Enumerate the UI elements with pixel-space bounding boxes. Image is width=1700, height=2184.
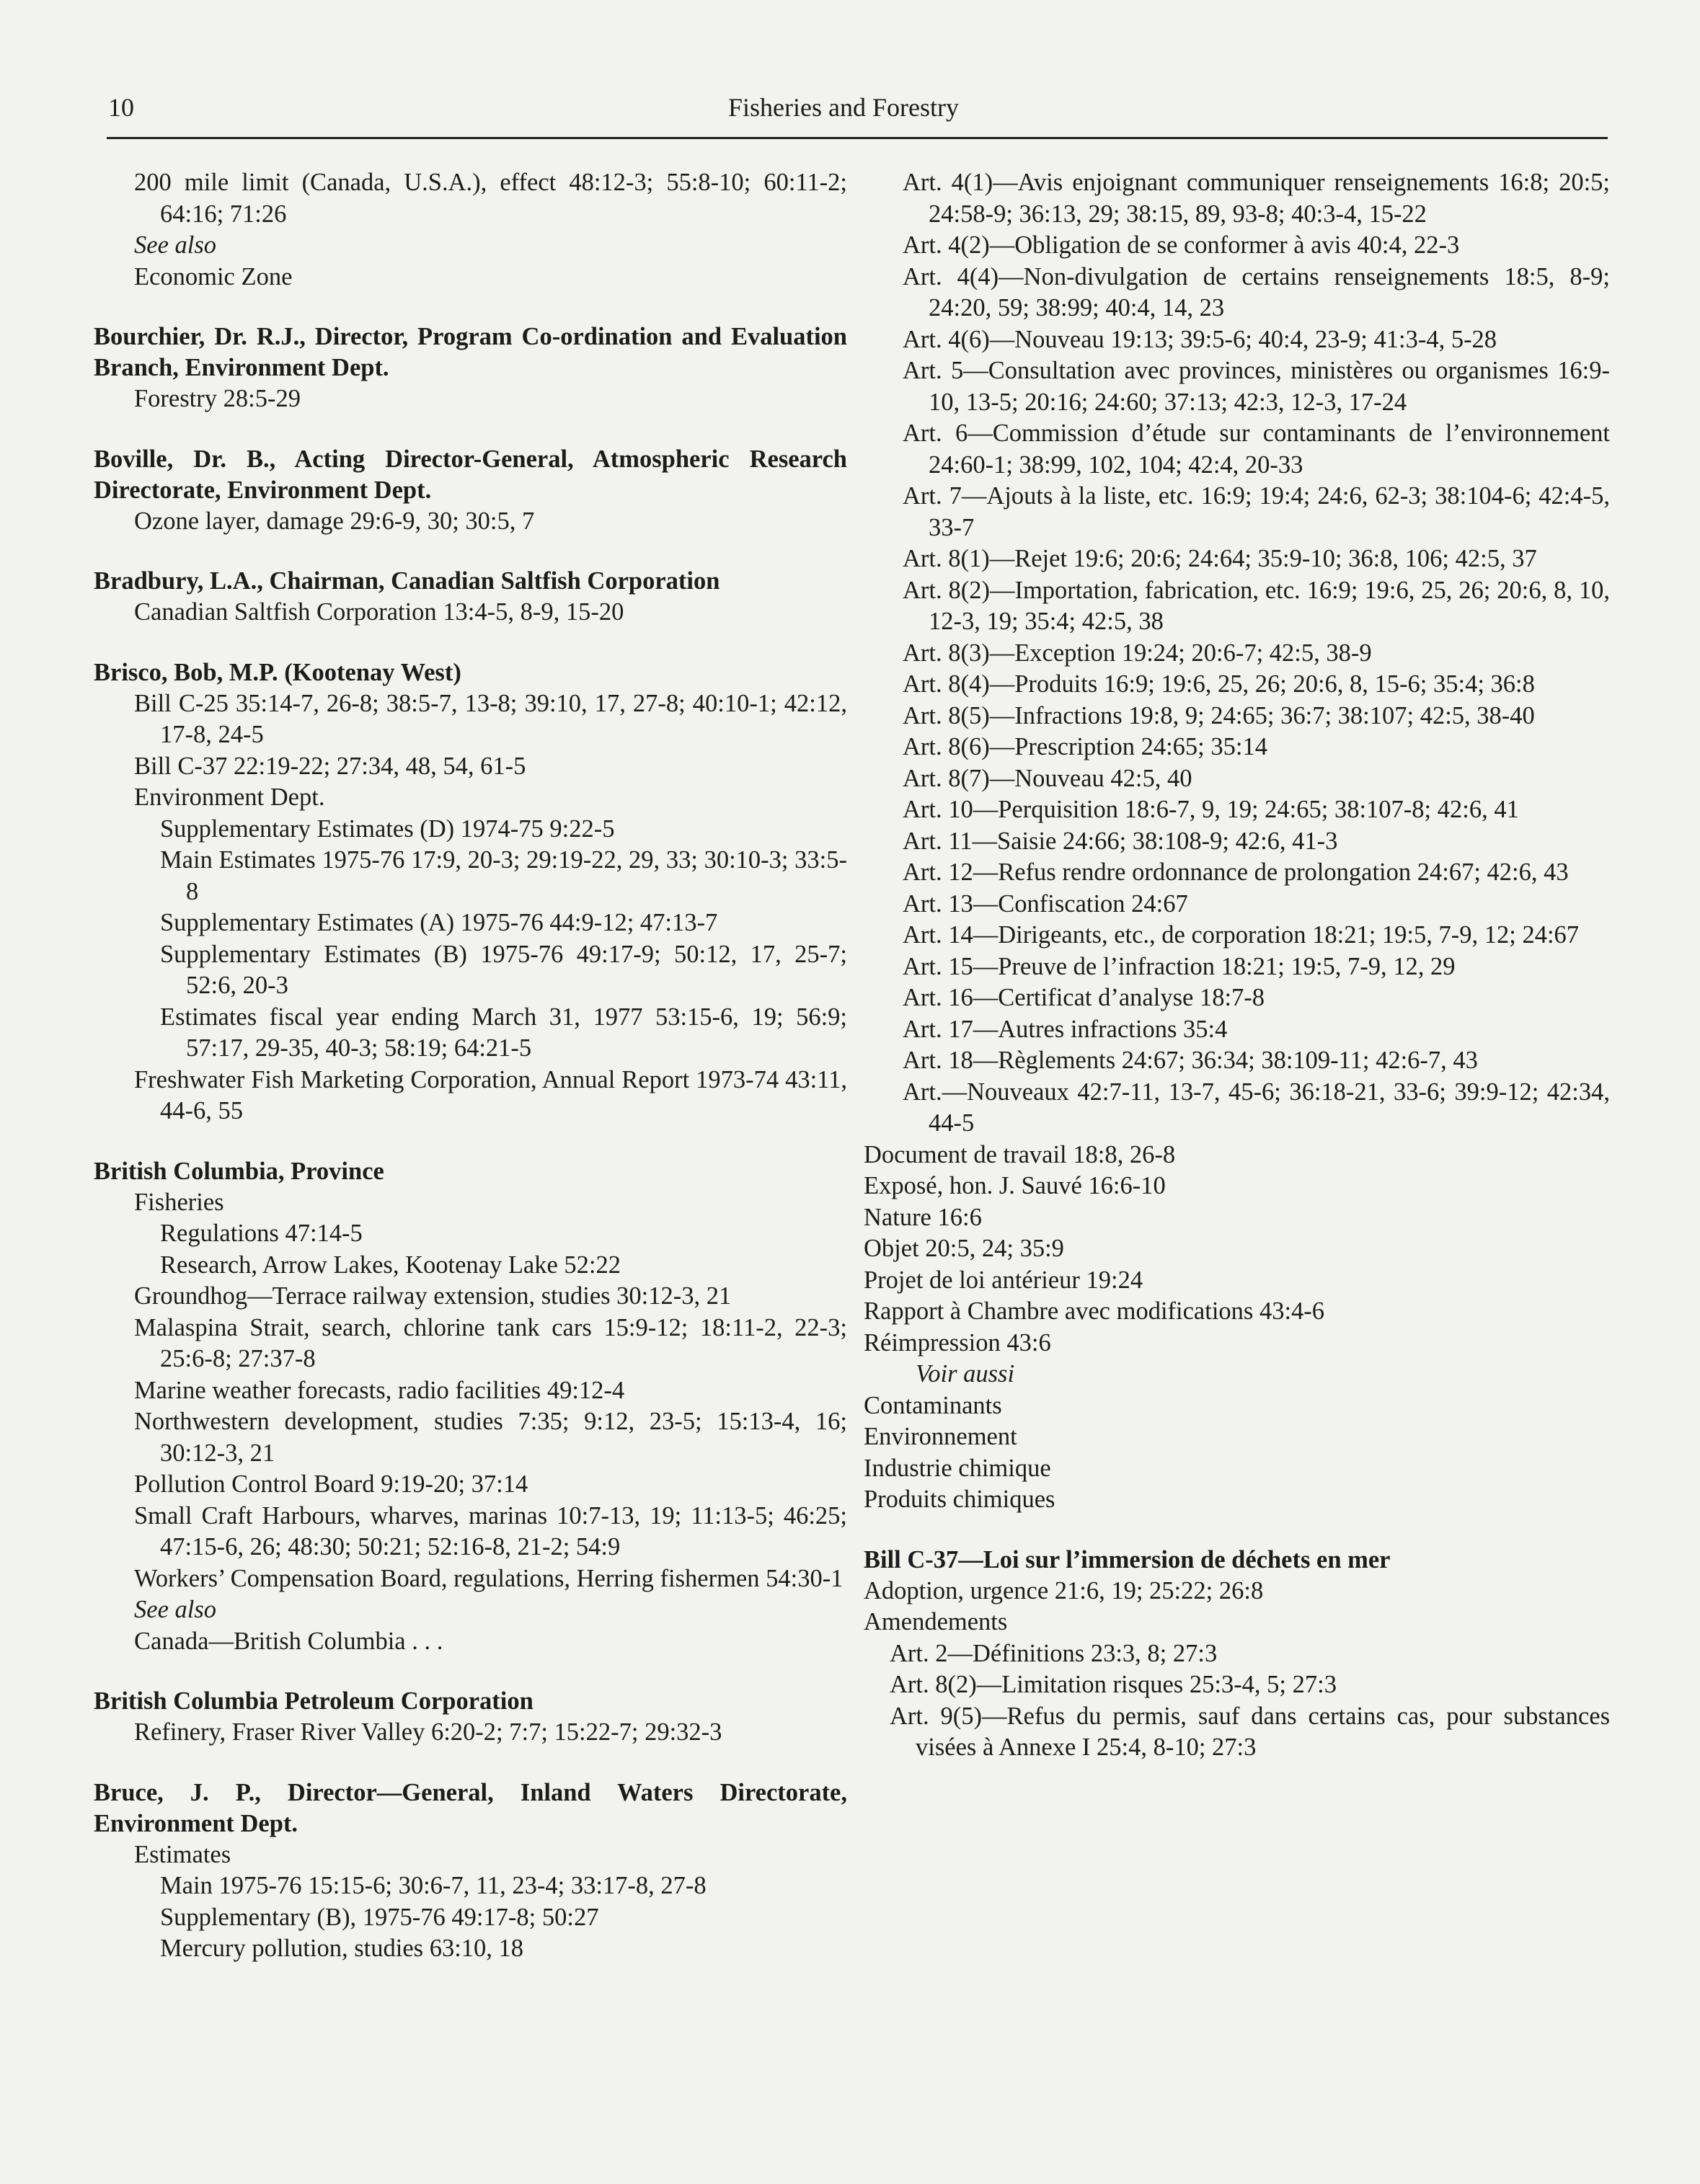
index-subentry: Northwestern development, studies 7:35; 9:12, 23-5; 15:13-4, 16; 30:12-3, 21 (134, 1408, 847, 1467)
index-subentry: Economic Zone (134, 262, 293, 290)
index-subsubentry: Estimates fiscal year ending March 31, 1977 53:15-6, 19; 56:9; 57:17, 29-35, 40-3; 58:19; 64:21-5 (160, 1003, 847, 1062)
index-subentry: Objet 20:5, 24; 35:9 (864, 1235, 1064, 1262)
index-heading: Boville, Dr. B., Acting Director-General, Atmospheric Research Directorate, Environment Dept. (94, 445, 847, 504)
index-heading: Bradbury, L.A., Chairman, Canadian Saltfish Corporation (94, 567, 720, 595)
see-also-label: Voir aussi (916, 1360, 1015, 1388)
see-also-label: See also (134, 1596, 217, 1623)
entry-spacer (94, 293, 847, 321)
index-subentry: Produits chimiques (864, 1486, 1055, 1513)
index-subsubentry: Supplementary Estimates (D) 1974-75 9:22-5 (160, 814, 615, 843)
entry-spacer (94, 1127, 847, 1156)
entry-spacer (94, 1657, 847, 1686)
article-entry: Art. 4(4)—Non-divulgation de certains renseignements 18:5, 8-9; 24:20, 59; 38:99; 40:4, 14, 23 (903, 262, 1610, 321)
index-subsubentry: Supplementary Estimates (B) 1975-76 49:17-9; 50:12, 17, 25-7; 52:6, 20-3 (160, 940, 847, 999)
article-entry: Art. 17—Autres infractions 35:4 (903, 1015, 1228, 1043)
index-subentry: Canadian Saltfish Corporation 13:4-5, 8-9, 15-20 (134, 598, 624, 626)
index-subentry: Amendements (864, 1608, 1008, 1635)
index-subsubentry: Supplementary (B), 1975-76 49:17-8; 50:27 (160, 1903, 599, 1931)
index-heading: Bill C-37—Loi sur l’immersion de déchets en mer (864, 1545, 1391, 1573)
article-entry: Art. 16—Certificat d’analyse 18:7-8 (903, 984, 1265, 1011)
index-subsubentry: Research, Arrow Lakes, Kootenay Lake 52:22 (160, 1251, 621, 1279)
index-subentry: Ozone layer, damage 29:6-9, 30; 30:5, 7 (134, 507, 535, 535)
entry-spacer (94, 1749, 847, 1777)
amendment-entry: Art. 2—Définitions 23:3, 8; 27:3 (890, 1639, 1218, 1667)
index-subentry: Forestry 28:5-29 (134, 385, 301, 412)
article-entry: Art. 15—Preuve de l’infraction 18:21; 19:5, 7-9, 12, 29 (903, 952, 1456, 980)
index-subentry: 200 mile limit (Canada, U.S.A.), effect 48:12-3; 55:8-10; 60:11-2; 64:16; 71:26 (134, 169, 847, 228)
article-entry: Art. 8(4)—Produits 16:9; 19:6, 25, 26; 20:6, 8, 15-6; 35:4; 36:8 (903, 670, 1535, 698)
index-subentry: Environnement (864, 1423, 1017, 1450)
index-subentry: Projet de loi antérieur 19:24 (864, 1266, 1143, 1294)
index-subentry: Small Craft Harbours, wharves, marinas 10:7-13, 19; 11:13-5; 46:25; 47:15-6, 26; 48:30; 50:21; 52:16-8, 21-2; 54:9 (134, 1501, 847, 1561)
article-entry: Art. 8(2)—Importation, fabrication, etc. 16:9; 19:6, 25, 26; 20:6, 8, 10, 12-3, 19; 35:4; 42:5, 38 (903, 576, 1610, 635)
article-entry: Art. 4(1)—Avis enjoignant communiquer renseignements 16:8; 20:5; 24:58-9; 36:13, 29; 38:15, 89, 93-8; 40:3-4, 15-22 (903, 169, 1610, 228)
page-number: 10 (108, 93, 134, 122)
index-subentry: Adoption, urgence 21:6, 19; 25:22; 26:8 (864, 1576, 1264, 1604)
index-subentry: Malaspina Strait, search, chlorine tank cars 15:9-12; 18:11-2, 22-3; 25:6-8; 27:37-8 (134, 1313, 847, 1372)
index-subentry: Freshwater Fish Marketing Corporation, Annual Report 1973-74 43:11, 44-6, 55 (134, 1065, 847, 1124)
index-subentry: Estimates (134, 1840, 231, 1868)
article-entry: Art. 8(3)—Exception 19:24; 20:6-7; 42:5, 38-9 (903, 639, 1372, 667)
article-entry: Art. 4(2)—Obligation de se conformer à avis 40:4, 22-3 (903, 231, 1460, 259)
index-subentry: Environment Dept. (134, 784, 325, 811)
index-subsubentry: Main Estimates 1975-76 17:9, 20-3; 29:19-22, 29, 33; 30:10-3; 33:5-8 (160, 846, 847, 905)
article-entry: Art. 14—Dirigeants, etc., de corporation 18:21; 19:5, 7-9, 12; 24:67 (903, 921, 1580, 949)
index-subentry: Marine weather forecasts, radio facilities 49:12-4 (134, 1376, 625, 1404)
article-entry: Art. 7—Ajouts à la liste, etc. 16:9; 19:4; 24:6, 62-3; 38:104-6; 42:4-5, 33-7 (903, 482, 1610, 541)
index-subentry: Groundhog—Terrace railway extension, studies 30:12-3, 21 (134, 1282, 732, 1310)
article-entry: Art. 4(6)—Nouveau 19:13; 39:5-6; 40:4, 23-9; 41:3-4, 5-28 (903, 325, 1497, 353)
left-index-column (94, 167, 847, 1965)
index-heading: Brisco, Bob, M.P. (Kootenay West) (94, 658, 461, 686)
index-subentry: Pollution Control Board 9:19-20; 37:14 (134, 1470, 528, 1498)
index-subentry: Bill C-37 22:19-22; 27:34, 48, 54, 61-5 (134, 752, 526, 780)
index-heading: British Columbia, Province (94, 1157, 384, 1185)
index-subsubentry: Supplementary Estimates (A) 1975-76 44:9-12; 47:13-7 (160, 909, 718, 936)
entry-spacer (94, 629, 847, 657)
article-entry: Art. 10—Perquisition 18:6-7, 9, 19; 24:65; 38:107-8; 42:6, 41 (903, 796, 1519, 823)
index-subentry: Industrie chimique (864, 1454, 1051, 1482)
index-subentry: Exposé, hon. J. Sauvé 16:6-10 (864, 1172, 1166, 1199)
index-heading: Bourchier, Dr. R.J., Director, Program Co-ordination and Evaluation Branch, Environment Dept. (94, 323, 847, 381)
entry-spacer (94, 537, 847, 566)
index-subsubentry: Main 1975-76 15:15-6; 30:6-7, 11, 23-4; 33:17-8, 27-8 (160, 1872, 707, 1899)
article-entry: Art. 12—Refus rendre ordonnance de prolongation 24:67; 42:6, 43 (903, 858, 1569, 886)
index-subentry: Rapport à Chambre avec modifications 43:4-6 (864, 1297, 1325, 1325)
index-heading: British Columbia Petroleum Corporation (94, 1687, 534, 1715)
see-also-label: See also (134, 231, 217, 259)
article-entry: Art. 8(7)—Nouveau 42:5, 40 (903, 764, 1192, 792)
article-entry: Art. 11—Saisie 24:66; 38:108-9; 42:6, 41-3 (903, 827, 1338, 855)
article-entry: Art.—Nouveaux 42:7-11, 13-7, 45-6; 36:18-21, 33-6; 39:9-12; 42:34, 44-5 (903, 1078, 1610, 1137)
index-subsubentry: Mercury pollution, studies 63:10, 18 (160, 1935, 524, 1962)
index-subentry: Réimpression 43:6 (864, 1328, 1051, 1357)
amendment-entry: Art. 8(2)—Limitation risques 25:3-4, 5; 27:3 (890, 1671, 1337, 1698)
article-entry: Art. 8(5)—Infractions 19:8, 9; 24:65; 36:7; 38:107; 42:5, 38-40 (903, 701, 1535, 729)
article-entry: Art. 5—Consultation avec provinces, ministères ou organismes 16:9-10, 13-5; 20:16; 24:60; 37:13; 42:3, 12-3, 17-24 (903, 357, 1610, 416)
amendment-entry: Art. 9(5)—Refus du permis, sauf dans certains cas, pour substances visées à Annexe I 25:4, 8-10; 27:3 (890, 1702, 1610, 1761)
entry-spacer (94, 415, 847, 444)
article-entry: Art. 18—Règlements 24:67; 36:34; 38:109-11; 42:6-7, 43 (903, 1047, 1478, 1074)
article-entry: Art. 6—Commission d’étude sur contaminants de l’environnement 24:60-1; 38:99, 102, 104; 42:4, 20-33 (903, 420, 1610, 479)
index-subentry: Bill C-25 35:14-7, 26-8; 38:5-7, 13-8; 39:10, 17, 27-8; 40:10-1; 42:12, 17-8, 24-5 (134, 689, 847, 748)
index-subentry: Refinery, Fraser River Valley 6:20-2; 7:7; 15:22-7; 29:32-3 (134, 1718, 722, 1746)
index-subentry: Contaminants (864, 1391, 1002, 1419)
running-header (107, 86, 1608, 139)
index-heading: Bruce, J. P., Director—General, Inland Waters Directorate, Environment Dept. (94, 1778, 847, 1837)
index-subentry: Canada—British Columbia . . . (134, 1627, 443, 1655)
index-subsubentry: Regulations 47:14-5 (160, 1220, 363, 1247)
article-entry: Art. 8(1)—Rejet 19:6; 20:6; 24:64; 35:9-10; 36:8, 106; 42:5, 37 (903, 545, 1537, 572)
index-subentry: Fisheries (134, 1188, 224, 1216)
index-subentry: Workers’ Compensation Board, regulations, Herring fishermen 54:30-1 (134, 1564, 844, 1592)
index-subentry: Nature 16:6 (864, 1203, 982, 1231)
right-index-column (864, 167, 1610, 1764)
article-entry: Art. 8(6)—Prescription 24:65; 35:14 (903, 733, 1267, 760)
running-title: Fisheries and Forestry (728, 93, 959, 122)
index-subentry: Document de travail 18:8, 26-8 (864, 1140, 1176, 1168)
article-entry: Art. 13—Confiscation 24:67 (903, 889, 1188, 918)
entry-spacer (864, 1516, 1610, 1545)
